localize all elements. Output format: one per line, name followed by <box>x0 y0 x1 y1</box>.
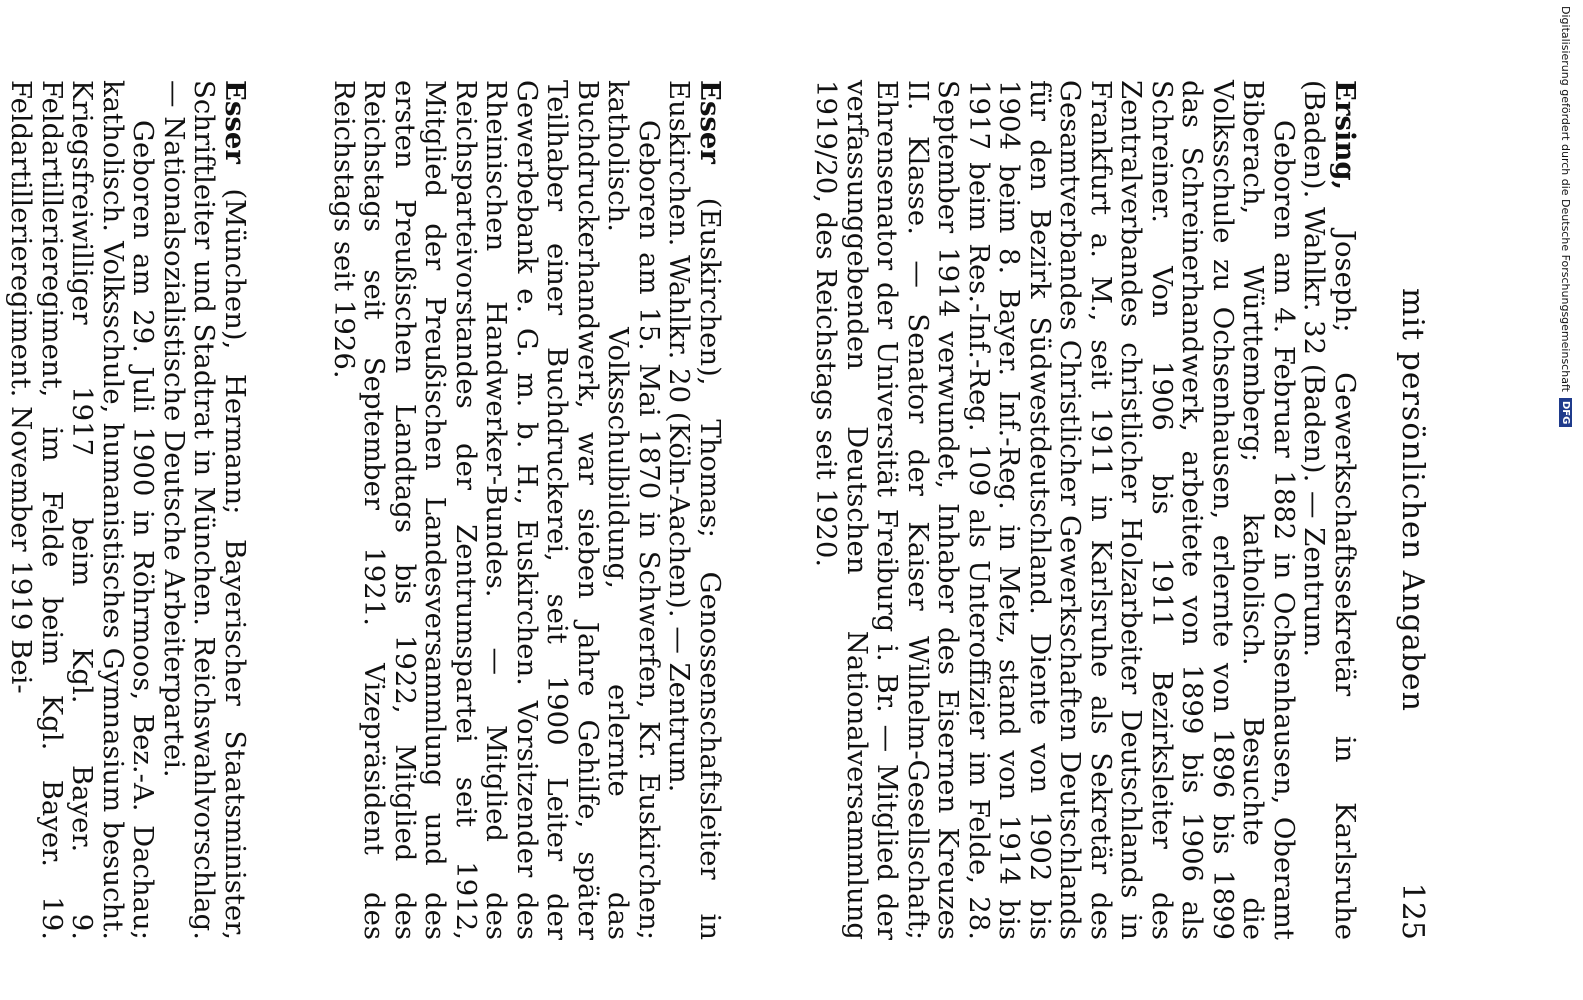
entry-heading <box>1299 80 1360 940</box>
biography-entry-esser-muenchen <box>6 80 250 940</box>
entry-heading <box>159 80 251 940</box>
entry-biography: Geboren am 4. Februar 1882 in Ochsenhausen, Oberamt Biberach, Württemberg; katholisch. Besuchte die Volksschule zu Ochsenhausen, erlernte von 1896 bis 1899 das Schreinerhandwerk, arbeitete von 1899 bis 1906 als Schreiner. Von 1906 bis 1911 Bezirksleiter des Zentralverbandes christlicher Holzarbeiter Deutschlands in Frankfurt a. M., seit 1911 in Karlsruhe als Sekretär des Gesamtverbandes Christlicher Gewerkschaften Deutschlands für den Bezirk Südwestdeutschland. Diente von 1902 bis 1904 beim 8. Bayer. Inf.-Reg. in Metz, stand von 1914 bis 1917 beim Res.-Inf.-Reg. 109 als Unteroffizier im Felde, 28. September 1914 verwundet, Inhaber des Eisernen Kreuzes II. Klasse. — Senator der Kaiser Wilhelm-Gesellschaft; Ehrensenator der Universität Freiburg i. Br. — Mitglied der verfassunggebenden Deutschen Nationalversammlung 1919/20, des Reichstags seit 1920. <box>810 80 1300 940</box>
biography-entry-ersing <box>811 80 1360 940</box>
digitization-credit-rotated <box>1553 6 1579 666</box>
entry-intro: (München), Hermann; Bayerischer Staatsminister, Schriftleiter und Stadtrat in München. Reichswahlvorschlag. — Nationalsozialistische Deutsche Arbeiterpartei. <box>158 80 251 940</box>
dfg-logo: DFG <box>1560 398 1573 427</box>
entry-name: Ersing, <box>1329 80 1361 191</box>
entry-intro: (Euskirchen), Thomas; Genossenschaftsleiter in Euskirchen. Wahlkr. 20 (Köln-Aachen). — Zentrum. <box>663 80 726 940</box>
page-header <box>1390 60 1430 940</box>
entry-biography: Geboren am 29. Juli 1900 in Röhrmoos, Bez.-A. Dachau; katholisch. Volksschule, humanistisches Gymnasium besucht. Kriegsfreiwilliger 1917 beim Kgl. Bayer. 9. Feldartillerieregiment, im Felde beim Kgl. Bayer. 19. Feldartillerieregiment. November 1919 Bei- <box>5 80 160 940</box>
entry-intro: Joseph; Gewerkschaftssekretär in Karlsruhe (Baden). Wahlkr. 32 (Baden). — Zentrum. <box>1298 80 1361 940</box>
digitization-credit <box>1553 6 1579 666</box>
entry-name: Esser <box>694 80 726 164</box>
entry-name: Esser <box>219 80 251 164</box>
entry-biography: Geboren am 15. Mai 1870 in Schwerfen, Kr. Euskirchen; katholisch. Volksschulbildung, erlernte das Buchdruckerhandwerk, war sieben Jahre Gehilfe, später Teilhaber einer Buchdruckerei, seit 1900 Leiter der Gewerbebank e. G. m. b. H., Euskirchen. Vorsitzender des Rheinischen Handwerker-Bundes. — Mitglied des Reichsparteivorstandes der Zentrumspartei seit 1912, Mitglied der Preußischen Landesversammlung und des ersten Preußischen Landtags bis 1922, Mitglied des Reichstags seit September 1921. Vizepräsident des Reichstags seit 1926. <box>328 80 665 940</box>
page-number: 125 <box>1395 882 1430 940</box>
entry-heading <box>664 80 725 940</box>
running-head: mit persönlichen Angaben <box>1395 288 1430 712</box>
digitization-credit-text: Digitalisierung gefördert durch die Deutsche Forschungsgemeinschaft <box>1559 6 1573 392</box>
biography-entry-esser-euskirchen <box>329 80 726 940</box>
